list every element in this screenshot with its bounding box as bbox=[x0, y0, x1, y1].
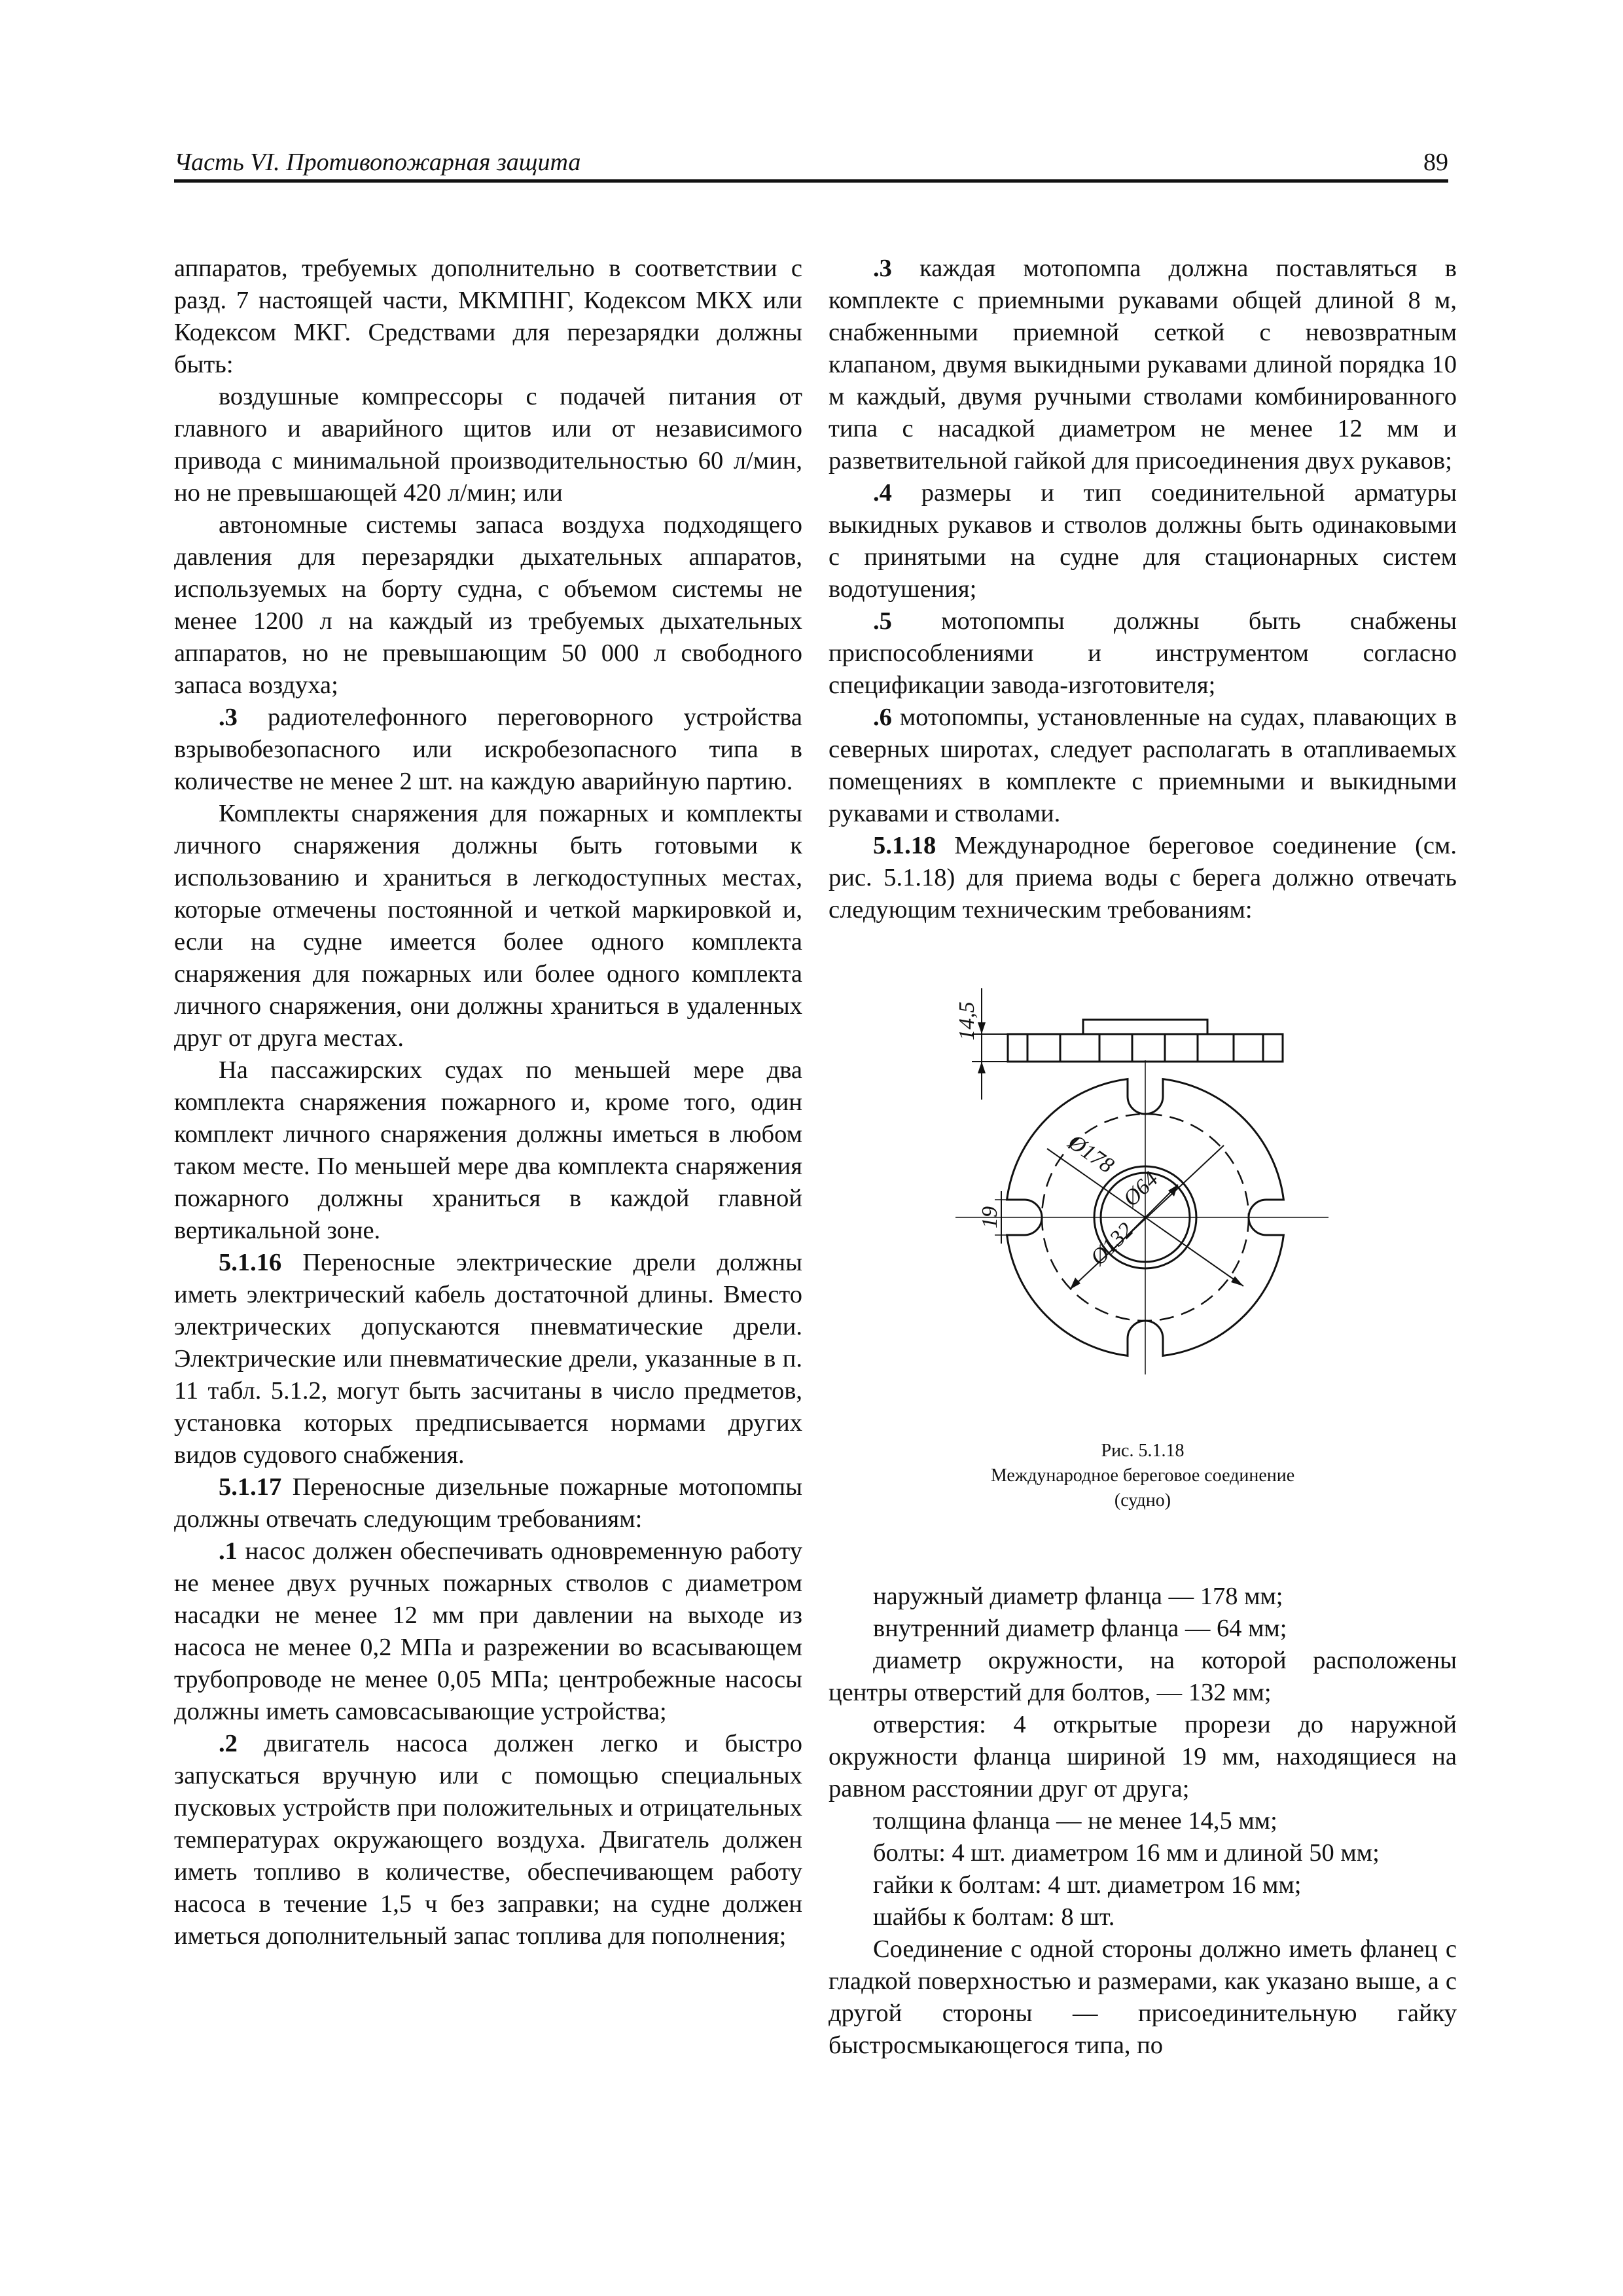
paragraph-text: мотопомпы, установленные на судах, плавающих в северных широтах, следует располагать в отапливаемых помещениях в комплекте с приемными и выкидными рукавами и стволами. bbox=[829, 704, 1457, 827]
paragraph bbox=[174, 798, 802, 1054]
paragraph-number: 5.1.16 bbox=[219, 1249, 282, 1276]
paragraph bbox=[174, 1728, 802, 1952]
outer-diameter-label: Ø178 bbox=[1063, 1130, 1118, 1178]
paragraph bbox=[829, 1613, 1457, 1645]
paragraph bbox=[829, 1933, 1457, 2062]
figure-caption bbox=[829, 1439, 1457, 1513]
paragraph bbox=[829, 253, 1457, 477]
paragraph-text: На пассажирских судах по меньшей мере два комплекта снаряжения пожарного и, кроме того, один комплект личного снаряжения должны иметься в любом таком месте. По меньшей мере два комплекта снаряжения пожарного должны храниться в каждой главной вертикальной зоне. bbox=[174, 1056, 802, 1244]
paragraph-number: .5 bbox=[873, 607, 892, 635]
paragraph-text: болты: 4 шт. диаметром 16 мм и длиной 50 мм; bbox=[873, 1839, 1380, 1867]
inner-diameter-label: Ø64 bbox=[1118, 1167, 1164, 1211]
paragraph-text: отверстия: 4 открытые прорези до наружной окружности фланца шириной 19 мм, находящиеся на равном расстоянии друг от друга; bbox=[829, 1711, 1457, 1803]
paragraph-text: автономные системы запаса воздуха подходящего давления для перезарядки дыхательных аппаратов, используемых на борту судна, с объемом системы не менее 1200 л на каждый из требуемых дыхательных аппаратов, но не превышающим 50 000 л свободного запаса воздуха; bbox=[174, 511, 802, 699]
right-column-bottom bbox=[829, 1581, 1457, 2062]
paragraph-text: двигатель насоса должен легко и быстро запускаться вручную или с помощью специальных пусковых устройств при положительных и отрицательных температурах окружающего воздуха. Двигатель должен иметь топливо в количестве, обеспечивающем работу насоса в течение 1,5 ч без заправки; на судне должен иметься дополнительный запас топлива для пополнения; bbox=[174, 1730, 802, 1950]
paragraph-number: .6 bbox=[873, 704, 892, 731]
paragraph-text: размеры и тип соединительной арматуры выкидных рукавов и стволов должны быть одинаковыми с принятыми на судне для стационарных систем водотушения; bbox=[829, 479, 1457, 603]
paragraph-number: .4 bbox=[873, 479, 892, 507]
paragraph-number: .3 bbox=[219, 704, 238, 731]
paragraph bbox=[829, 1901, 1457, 1933]
paragraph bbox=[829, 1837, 1457, 1869]
paragraph-text: гайки к болтам: 4 шт. диаметром 16 мм; bbox=[873, 1871, 1302, 1899]
paragraph-text: насос должен обеспечивать одновременную работу не менее двух ручных пожарных стволов с диаметром насадки не менее 12 мм при давлении на выходе из насоса не менее 0,2 МПа и разрежении во всасывающем трубопроводе не менее 0,05 МПа; центробежные насосы должны иметь самовсасывающие устройства; bbox=[174, 1537, 802, 1725]
paragraph bbox=[174, 509, 802, 702]
paragraph bbox=[829, 605, 1457, 702]
flange-side-view bbox=[1008, 1034, 1283, 1062]
paragraph-text: аппаратов, требуемых дополнительно в соответствии с разд. 7 настоящей части, МКМПНГ, Кодексом МКХ или Кодексом МКГ. Средствами для перезарядки должны быть: bbox=[174, 255, 802, 378]
paragraph bbox=[174, 702, 802, 798]
paragraph-text: Переносные электрические дрели должны иметь электрический кабель достаточной длины. Вместо электрических допускаются пневматические дрели. Электрические или пневматические дрели, указанные в п. 11 табл. 5.1.2, могут быть засчитаны в число предметов, установка которых предписывается нормами других видов судового снабжения. bbox=[174, 1249, 802, 1469]
paragraph-text: Соединение с одной стороны должно иметь фланец с гладкой поверхностью и размерами, как указано выше, а с другой стороны — присоединительную гайку быстросмыкающегося типа, по bbox=[829, 1935, 1457, 2059]
paragraph bbox=[174, 381, 802, 509]
flange-drawing bbox=[936, 982, 1329, 1440]
slot-width-label: 19 bbox=[978, 1206, 1002, 1229]
paragraph-text: Международное береговое соединение (см. рис. 5.1.18) для приема воды с берега должно отвечать следующим техническим требованиям: bbox=[829, 832, 1457, 924]
paragraph-text: внутренний диаметр фланца — 64 мм; bbox=[873, 1615, 1287, 1642]
paragraph bbox=[174, 253, 802, 381]
page-number: 89 bbox=[1423, 149, 1448, 176]
paragraph bbox=[829, 1645, 1457, 1709]
paragraph-number: .2 bbox=[219, 1730, 238, 1757]
right-column-top bbox=[829, 253, 1457, 926]
paragraph-text: каждая мотопомпа должна поставляться в комплекте с приемными рукавами общей длиной 8 м, снабженными приемной сеткой с невозвратным клапаном, двумя выкидными рукавами длиной порядка 10 м каждый, двумя ручными стволами комбинированного типа с насадкой диаметром не менее 12 мм и разветвительной гайкой для присоединения двух рукавов; bbox=[829, 255, 1457, 475]
running-title: Часть VI. Противопожарная защита bbox=[174, 149, 581, 176]
left-column bbox=[174, 253, 802, 1952]
paragraph-number: 5.1.17 bbox=[219, 1473, 282, 1501]
caption-subtitle: (судно) bbox=[1114, 1490, 1171, 1511]
paragraph bbox=[829, 1709, 1457, 1805]
paragraph-text: мотопомпы должны быть снабжены приспособлениями и инструментом согласно спецификации завода-изготовителя; bbox=[829, 607, 1457, 699]
paragraph-number: 5.1.18 bbox=[873, 832, 936, 859]
paragraph-text: шайбы к болтам: 8 шт. bbox=[873, 1903, 1115, 1931]
paragraph bbox=[829, 830, 1457, 926]
paragraph-text: воздушные компрессоры с подачей питания от главного и аварийного щитов или от независимого привода с минимальной производительностью 60 л/мин, но не превышающей 420 л/мин; или bbox=[174, 383, 802, 507]
paragraph-text: Переносные дизельные пожарные мотопомпы должны отвечать следующим требованиям: bbox=[174, 1473, 802, 1533]
caption-number: Рис. 5.1.18 bbox=[1101, 1441, 1185, 1461]
thickness-label: 14,5 bbox=[955, 1001, 979, 1041]
paragraph-text: толщина фланца — не менее 14,5 мм; bbox=[873, 1807, 1277, 1835]
paragraph bbox=[174, 1247, 802, 1471]
bolt-circle-label: Ø132 bbox=[1086, 1218, 1139, 1270]
paragraph-text: диаметр окружности, на которой расположены центры отверстий для болтов, — 132 мм; bbox=[829, 1647, 1457, 1706]
paragraph bbox=[829, 1805, 1457, 1837]
paragraph-text: Комплекты снаряжения для пожарных и комплекты личного снаряжения должны быть готовыми к использованию и храниться в легкодоступных местах, которые отмечены постоянной и четкой маркировкой и, если на судне имеется более одного комплекта снаряжения для пожарных или более одного комплекта личного снаряжения, они должны храниться в удаленных друг от друга местах. bbox=[174, 800, 802, 1052]
caption-title: Международное береговое соединение bbox=[990, 1465, 1295, 1486]
paragraph bbox=[174, 1054, 802, 1247]
paragraph bbox=[174, 1535, 802, 1728]
flange-side-hub bbox=[1083, 1020, 1207, 1034]
paragraph-text: радиотелефонного переговорного устройства взрывобезопасного или искробезопасного типа в количестве не менее 2 шт. на каждую аварийную партию. bbox=[174, 704, 802, 795]
paragraph-number: .3 bbox=[873, 255, 892, 282]
paragraph bbox=[829, 1869, 1457, 1901]
paragraph bbox=[829, 1581, 1457, 1613]
paragraph bbox=[174, 1471, 802, 1535]
paragraph-number: .1 bbox=[219, 1537, 238, 1565]
paragraph-text: наружный диаметр фланца — 178 мм; bbox=[873, 1583, 1283, 1610]
paragraph bbox=[829, 702, 1457, 830]
page-header bbox=[174, 145, 1448, 183]
paragraph bbox=[829, 477, 1457, 605]
